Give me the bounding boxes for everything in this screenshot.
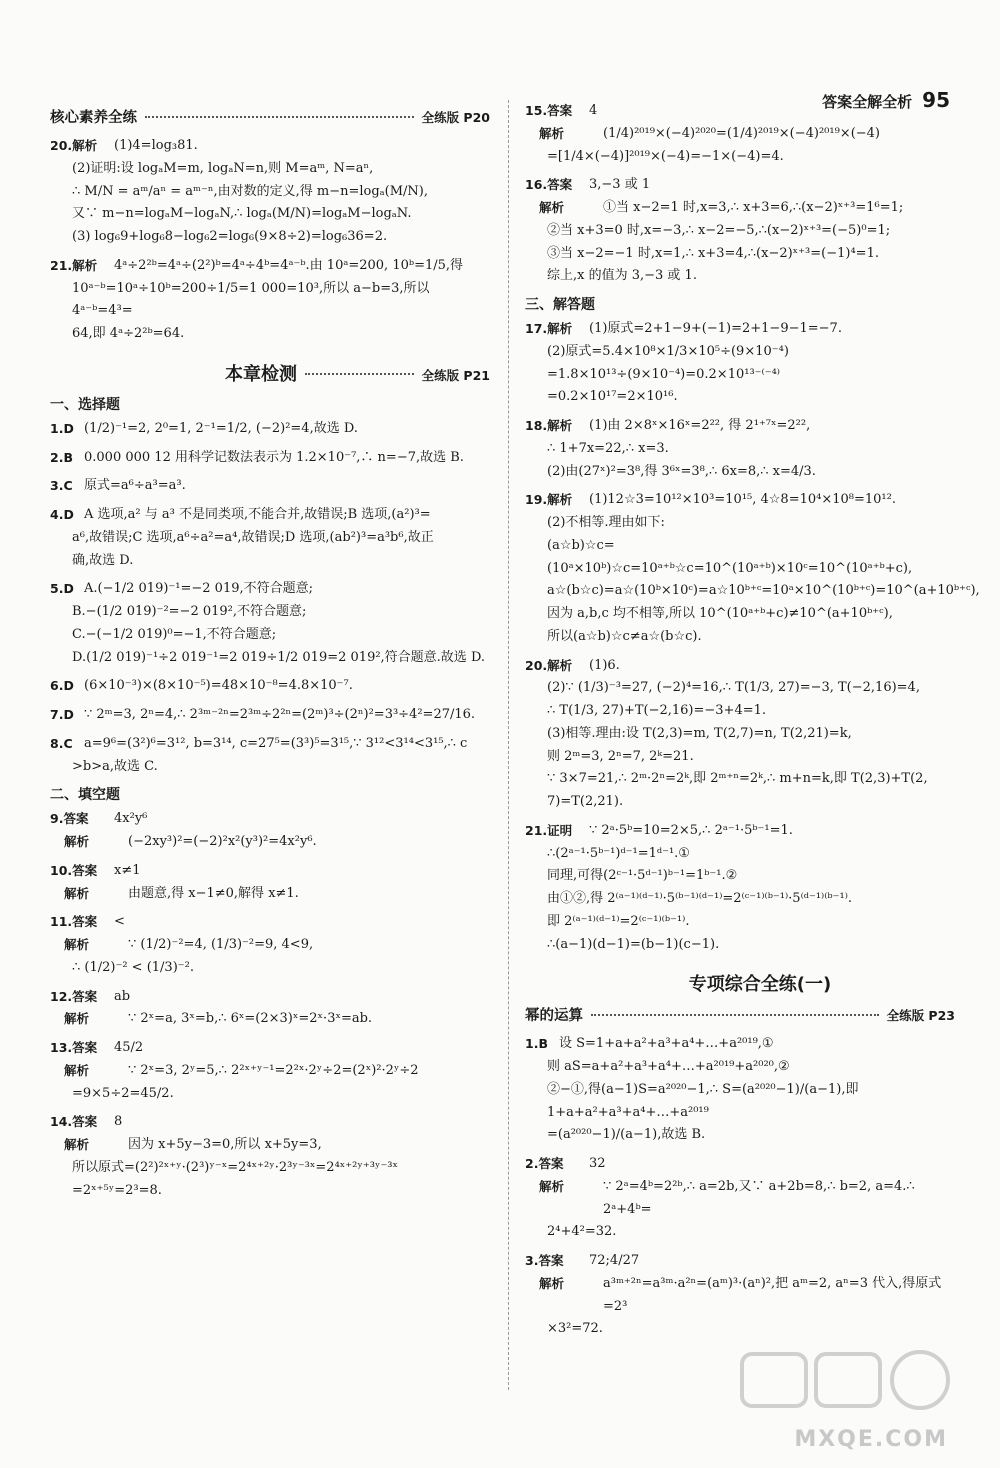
item-line: a³ᵐ⁺²ⁿ=a³ᵐ·a²ⁿ=(aᵐ)³·(aⁿ)²,把 aᵐ=2, aⁿ=3 代入,得原式=2³ [603,1275,942,1314]
analysis-tag: 解析 [64,885,90,901]
item-line: (1/4)²⁰¹⁹×(−4)²⁰²⁰=(1/4)²⁰¹⁹×(−4)²⁰¹⁹×(−4) [603,125,881,141]
fill-item-13 [50,1037,490,1105]
answer-tag: 14.答案 [50,1114,98,1130]
item-line: ∵ 2ᵃ·5ᵇ=10=2×5,∴ 2ᵃ⁻¹·5ᵇ⁻¹=1. [589,822,793,838]
item-line: ∵ 2ᵐ=3, 2ⁿ=4,∴ 2³ᵐ⁻²ⁿ=2³ᵐ÷2²ⁿ=(2ᵐ)³÷(2ⁿ)²=3³÷4²=27/16. [84,707,476,722]
item-tag: 1.D [50,420,74,436]
item-tag: 20.解析 [50,138,98,153]
item-line: (1/2)⁻¹=2, 2⁰=1, 2⁻¹=1/2, (−2)²=4,故选 D. [84,420,358,436]
solve-item-19 [525,489,980,648]
solve-item-18 [525,415,955,483]
item-line: 即 2⁽ᵃ⁻¹⁾⁽ᵈ⁻¹⁾=2⁽ᶜ⁻¹⁾⁽ᵇ⁻¹⁾. [547,913,690,929]
item-line: (6×10⁻³)×(8×10⁻⁵)=48×10⁻⁸=4.8×10⁻⁷. [84,678,353,694]
choice-item-1 [50,418,490,441]
choice-item-4 [50,504,490,572]
answer-tag: 15.答案 [525,103,573,118]
answer-value: 72;4/27 [589,1253,640,1268]
item-line: ∵ 2ᵃ=4ᵇ=2²ᵇ,∴ a=2b,又∵ a+2b=8,∴ b=2, a=4.∴ 2ᵃ+4ᵇ= [603,1178,919,1217]
item-line: (1)6. [589,657,620,673]
item-tag: 4.D [50,507,74,522]
item-line: 原式=a⁶÷a³=a³. [84,478,186,494]
item-line: 因为 a,b,c 均不相等,所以 10^(10ᵃ⁺ᵇ+c)≠10^(a+10ᵇ⁺ᶜ), [547,606,893,621]
item-line: 由题意,得 x−1≠0,解得 x≠1. [128,885,299,901]
item-line: (3) log₆9+log₆8−log₆2=log₆(9×8÷2)=log₆36=2. [72,229,388,244]
item-line: D.(1/2 019)⁻¹÷2 019⁻¹=2 019÷1/2 019=2 019²,符合题意.故选 D. [72,649,486,665]
item-line: 2⁴+4²=32. [547,1224,617,1240]
item-line: 则 aS=a+a²+a³+a⁴+…+a²⁰¹⁹+a²⁰²⁰,② [547,1059,790,1074]
section-header-power [525,1004,955,1025]
item-line: =1.8×10¹³÷(9×10⁻⁴)=0.2×10¹³⁻⁽⁻⁴⁾ [547,366,780,382]
analysis-tag: 解析 [64,1137,90,1152]
solve-item-20 [525,655,955,814]
item-line: 又∵ m−n=logₐM−logₐN,∴ logₐ(M/N)=logₐM−logₐN. [72,206,412,222]
item-line: =(a²⁰²⁰−1)/(a−1),故选 B. [547,1127,706,1143]
answer-value: 32 [589,1156,606,1171]
item-tag: 19.解析 [525,492,573,508]
item-tag: 21.证明 [525,822,573,838]
item-line: (−2xy³)²=(−2)²x²(y³)²=4x²y⁶. [128,834,317,849]
answer-tag: 11.答案 [50,914,98,930]
watermark [738,1348,978,1458]
item-line: =9×5÷2=45/2. [72,1085,174,1101]
item-line: C.−(−1/2 019)⁰=−1,不符合题意; [72,626,277,642]
item-line: =2ˣ⁺⁵ʸ=2³=8. [72,1182,162,1198]
choice-item-7 [50,704,490,727]
item-line: ∴(2ᵃ⁻¹·5ᵇ⁻¹)ᵈ⁻¹=1ᵈ⁻¹.① [547,845,690,861]
item-line: (a☆b)☆c=(10ᵃ×10ᵇ)☆c=10ᵃ⁺ᵇ☆c=10^(10ᵃ⁺ᵇ)×10ᶜ=10^(10ᵃ⁺ᵇ+c), [547,537,913,576]
item-line: 设 S=1+a+a²+a³+a⁴+…+a²⁰¹⁹,① [559,1036,774,1052]
answer-item-20 [50,135,490,249]
fill-item-16 [525,174,955,288]
answer-tag: 16.答案 [525,177,573,193]
item-line: (2)不相等.理由如下: [547,515,665,530]
answer-tag: 10.答案 [50,862,98,878]
analysis-tag: 解析 [64,1011,90,1027]
item-line: ①当 x−2=1 时,x=3,∴ x+3=6,∴(x−2)ˣ⁺³=1⁶=1; [603,200,904,215]
item-tag: 3.C [50,478,73,494]
item-line: 0.000 000 12 用科学记数法表示为 1.2×10⁻⁷,∴ n=−7,故选 B. [84,449,464,465]
answer-tag: 3.答案 [525,1253,564,1268]
item-line: ∴ (1/2)⁻² < (1/3)⁻². [72,959,194,975]
item-tag: 21.解析 [50,257,98,273]
leader-dots [305,373,414,375]
item-line: ∵ 2ˣ=a, 3ˣ=b,∴ 6ˣ=(2×3)ˣ=2ˣ·3ˣ=ab. [128,1011,373,1027]
item-line: ∴(a−1)(d−1)=(b−1)(c−1). [547,936,720,952]
analysis-tag: 解析 [64,937,90,952]
analysis-tag: 解析 [539,125,565,141]
item-line: 确,故选 D. [72,552,134,568]
fill-item-11 [50,911,490,979]
section-title: 核心素养全练 [50,110,137,126]
answer-value: x≠1 [114,862,141,878]
item-tag: 6.D [50,678,74,694]
section-title: 幂的运算 [525,1008,583,1025]
page-number: 95 [922,88,950,112]
answer-item-21 [50,255,490,346]
answer-tag: 12.答案 [50,988,98,1004]
item-line: a⁶,故错误;C 选项,a⁶÷a²=a⁴,故错误;D 选项,(ab²)³=a³b⁶,故正 [72,529,434,545]
item-line: (2)∵ (1/3)⁻³=27, (−2)⁴=16,∴ T(1/3, 27)=−3, T(−2,16)=4, [547,680,920,696]
special-title: 专项综合全练(一) [688,974,832,996]
part-heading-fill: 二、填空题 [50,787,120,804]
item-line: >b>a,故选 C. [72,758,158,774]
right-column [525,100,980,1347]
item-line: (3)相等.理由:设 T(2,3)=m, T(2,7)=n, T(2,21)=k, [547,725,852,741]
answer-value: 8 [114,1114,123,1130]
answer-value: 4 [589,103,598,118]
item-line: ∴ 1+7x=22,∴ x=3. [547,440,669,456]
fill-item-10 [50,860,490,906]
analysis-tag: 解析 [539,200,565,215]
item-line: =[1/4×(−4)]²⁰¹⁹×(−4)=−1×(−4)=4. [547,148,784,164]
answer-value: < [114,914,125,930]
item-line: (2)证明:设 logₐM=m, logₐN=n,则 M=aᵐ, N=aⁿ, [72,160,374,176]
choice-item-2 [50,447,490,470]
running-header-title: 答案全解全析 [822,93,913,111]
part-heading-solve: 三、解答题 [525,297,595,313]
item-line: A 选项,a² 与 a³ 不是同类项,不能合并,故错误;B 选项,(a²)³= [84,507,431,522]
item-line: ∴ M/N = aᵐ/aⁿ = aᵐ⁻ⁿ,由对数的定义,得 m−n=logₐ(M/N), [72,183,429,199]
part-heading-choice: 一、选择题 [50,396,120,413]
analysis-tag: 解析 [64,834,90,849]
choice-item-5 [50,578,490,669]
item-line: 64,即 4ᵃ÷2²ᵇ=64. [72,326,185,341]
item-line: (1)由 2×8ˣ×16ˣ=2²², 得 2¹⁺⁷ˣ=2²², [589,418,811,433]
item-line: ∴ T(1/3, 27)+T(−2,16)=−3+4=1. [547,703,767,718]
item-line: 则 2ᵐ=3, 2ⁿ=7, 2ᵏ=21. [547,748,694,764]
item-tag: 17.解析 [525,321,573,336]
left-column [50,100,490,1208]
item-line: ∵ 2ˣ=3, 2ʸ=5,∴ 2²ˣ⁺ʸ⁻¹=2²ˣ·2ʸ÷2=(2ˣ)²·2ʸ÷2 [128,1062,419,1078]
item-line: B.−(1/2 019)⁻²=−2 019²,不符合题意; [72,604,307,619]
item-line: 综上,x 的值为 3,−3 或 1. [547,268,697,284]
item-line: (2)原式=5.4×10⁸×1/3×10⁵÷(9×10⁻⁴) [547,343,789,359]
watermark-text: MXQE.COM [794,1427,948,1452]
special-item-2 [525,1153,955,1244]
section-page-ref: 全练版 P23 [886,1008,955,1024]
section-page-ref: 全练版 P20 [421,110,490,125]
item-line: 由①②,得 2⁽ᵃ⁻¹⁾⁽ᵈ⁻¹⁾·5⁽ᵇ⁻¹⁾⁽ᵈ⁻¹⁾=2⁽ᶜ⁻¹⁾⁽ᵇ⁻¹⁾·5⁽ᵈ⁻¹⁾⁽ᵇ⁻¹⁾. [547,891,853,906]
item-tag: 2.B [50,449,73,465]
choice-item-3 [50,475,490,498]
solve-item-21 [525,820,955,957]
item-tag: 1.B [525,1036,548,1052]
column-divider [508,100,509,1390]
item-line: 4ᵃ÷2²ᵇ=4ᵃ÷(2²)ᵇ=4ᵃ÷4ᵇ=4ᵃ⁻ᵇ.由 10ᵃ=200, 10ᵇ=1/5,得 [114,257,464,273]
fill-item-12 [50,986,490,1032]
solve-item-17 [525,318,955,409]
fill-item-9 [50,808,490,854]
item-line: =0.2×10¹⁷=2×10¹⁶. [547,389,678,405]
answer-tag: 13.答案 [50,1040,98,1055]
chapter-page-ref: 全练版 P21 [421,367,490,383]
item-line: ∵ (1/2)⁻²=4, (1/3)⁻²=9, 4<9, [128,937,314,952]
item-tag: 20.解析 [525,657,573,673]
fill-item-14 [50,1111,490,1202]
choice-item-8 [50,733,490,779]
item-line: 7)=T(2,21). [547,794,624,809]
choice-item-6 [50,675,490,698]
chapter-title: 本章检测 [225,363,297,385]
analysis-tag: 解析 [64,1062,90,1078]
answer-value: ab [114,988,131,1004]
item-line: 10ᵃ⁻ᵇ=10ᵃ÷10ᵇ=200÷1/5=1 000=10³,所以 a−b=3,所以 4ᵃ⁻ᵇ=4³= [72,280,434,319]
answer-value: 45/2 [114,1040,144,1055]
special-item-1 [525,1033,955,1147]
item-line: (1)4=log₃81. [114,138,198,153]
chapter-header [50,360,490,386]
item-line: ②当 x+3=0 时,x=−3,∴ x−2=−5,∴(x−2)ˣ⁺³=(−5)⁰=1; [547,222,891,238]
item-tag: 8.C [50,735,73,751]
item-line: a☆(b☆c)=a☆(10ᵇ×10ᶜ)=a☆10ᵇ⁺ᶜ=10ᵃ×10^(10ᵇ⁺ᶜ)=10^(a+10ᵇ⁺ᶜ), [547,583,980,599]
item-tag: 5.D [50,581,74,597]
item-line: (2)由(27ˣ)²=3⁸,得 3⁶ˣ=3⁸,∴ 6x=8,∴ x=4/3. [547,463,816,479]
answer-tag: 9.答案 [50,811,89,827]
fill-item-15 [525,100,955,168]
leader-dots [145,116,414,118]
leader-dots [591,1014,879,1016]
item-line: (1)原式=2+1−9+(−1)=2+1−9−1=−7. [589,321,842,336]
item-line: ∵ 3×7=21,∴ 2ᵐ·2ⁿ=2ᵏ,即 2ᵐ⁺ⁿ=2ᵏ,∴ m+n=k,即 T(2,3)+T(2, [547,771,928,787]
item-line: a=9⁶=(3²)⁶=3¹², b=3¹⁴, c=27⁵=(3³)⁵=3¹⁵,∵ 3¹²<3¹⁴<3¹⁵,∴ c [84,735,468,751]
item-line: 因为 x+5y−3=0,所以 x+5y=3, [128,1137,322,1152]
item-line: 所以(a☆b)☆c≠a☆(b☆c). [547,628,702,644]
analysis-tag: 解析 [539,1178,565,1194]
item-line: A.(−1/2 019)⁻¹=−2 019,不符合题意; [84,581,314,597]
item-line: 所以原式=(2²)²ˣ⁺ʸ·(2³)ʸ⁻ˣ=2⁴ˣ⁺²ʸ·2³ʸ⁻³ˣ=2⁴ˣ⁺²ʸ⁺³ʸ⁻³ˣ [72,1159,399,1175]
analysis-tag: 解析 [539,1275,565,1291]
item-line: (1)12☆3=10¹²×10³=10¹⁵, 4☆8=10⁴×10⁸=10¹². [589,492,896,508]
item-line: ②−①,得(a−1)S=a²⁰²⁰−1,∴ S=(a²⁰²⁰−1)/(a−1),即 1+a+a²+a³+a⁴+…+a²⁰¹⁹ [547,1081,863,1120]
section-header-core [50,106,490,127]
item-line: 同理,可得(2ᶜ⁻¹·5ᵈ⁻¹)ᵇ⁻¹=1ᵇ⁻¹.② [547,868,738,884]
item-line: ③当 x−2=−1 时,x=1,∴ x+3=4,∴(x−2)ˣ⁺³=(−1)⁴=1. [547,245,879,261]
item-line: ×3²=72. [547,1321,603,1337]
answer-tag: 2.答案 [525,1156,564,1171]
item-tag: 18.解析 [525,418,573,433]
answer-value: 4x²y⁶ [114,811,148,827]
item-tag: 7.D [50,707,74,722]
special-item-3 [525,1250,955,1341]
answer-value: 3,−3 或 1 [589,177,651,193]
watermark-logo-icon [738,1348,958,1412]
